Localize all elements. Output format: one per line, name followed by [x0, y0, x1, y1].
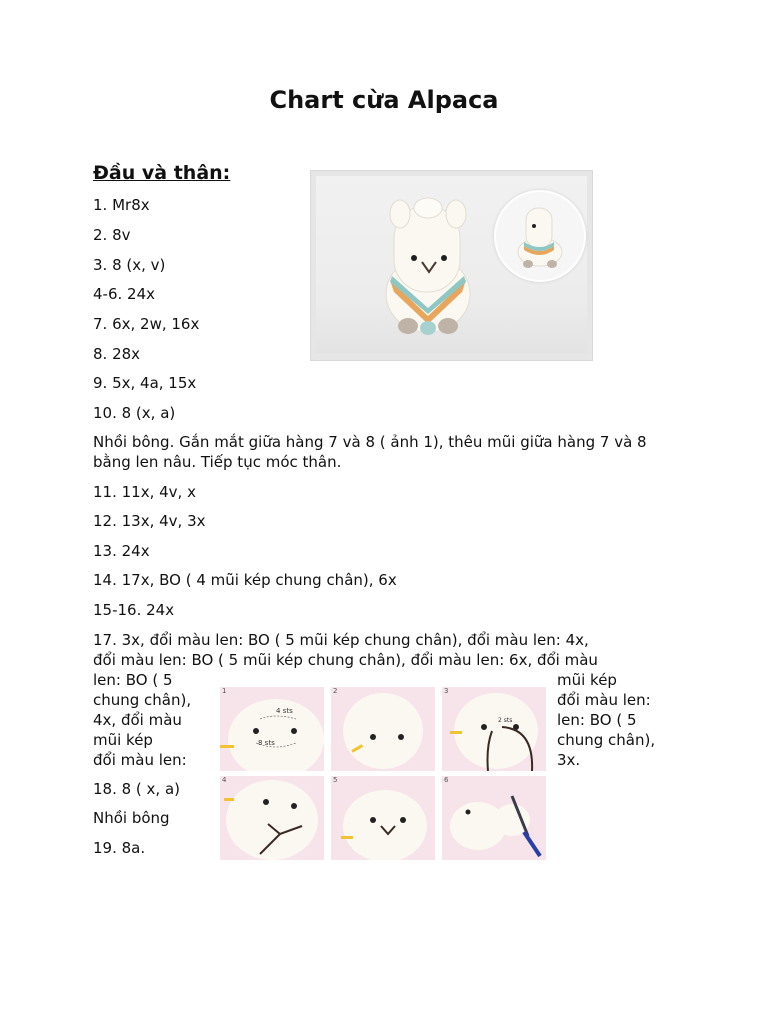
- step-photo-number: 1: [222, 687, 227, 695]
- step-17-right-2: đổi màu len:: [557, 691, 651, 709]
- step-photo-1: [220, 687, 324, 771]
- step-17-right-1: mũi kép: [557, 671, 617, 689]
- step-18: 18. 8 ( x, a): [93, 780, 181, 798]
- step-17-left-4: mũi kép: [93, 731, 153, 749]
- alpaca-side-view: [496, 192, 584, 280]
- step-17-left-1: len: BO ( 5: [93, 671, 173, 689]
- step-13: 13. 24x: [93, 542, 150, 560]
- alpaca-photo: [310, 170, 593, 361]
- step-2: 2. 8v: [93, 226, 131, 244]
- section-heading-head-body: Đầu và thân:: [93, 162, 231, 184]
- step-photo-2: [331, 687, 435, 771]
- step-8: 8. 28x: [93, 345, 141, 363]
- alpaca-inset-photo: [494, 190, 586, 282]
- step-14: 14. 17x, BO ( 4 mũi kép chung chân), 6x: [93, 571, 397, 589]
- step-17-line-1: 17. 3x, đổi màu len: BO ( 5 mũi kép chung chân), đổi màu len: 4x,: [93, 631, 589, 649]
- step-17-left-2: chung chân),: [93, 691, 192, 709]
- step-photo-6: [442, 776, 546, 860]
- note-stuffing-eyes: Nhồi bông. Gắn mắt giữa hàng 7 và 8 ( ảnh 1), thêu mũi giữa hàng 7 và 8 bằng len nâu. Tiếp tục móc thân.: [93, 433, 647, 471]
- stitch-label-2: 2 sts: [498, 717, 513, 724]
- step-photo-number: 4: [222, 776, 227, 784]
- step-17-right-3: len: BO ( 5: [557, 711, 637, 729]
- step-12: 12. 13x, 4v, 3x: [93, 512, 206, 530]
- step-photo-number: 3: [444, 687, 449, 695]
- stitch-label-4: 4 sts: [276, 707, 293, 715]
- step-photo-number: 5: [333, 776, 338, 784]
- step-1: 1. Mr8x: [93, 196, 150, 214]
- step-4-6: 4-6. 24x: [93, 285, 155, 303]
- step-17-line-2: đổi màu len: BO ( 5 mũi kép chung chân), đổi màu len: 6x, đổi màu: [93, 651, 598, 669]
- step-15-16: 15-16. 24x: [93, 601, 175, 619]
- step-7: 7. 6x, 2w, 16x: [93, 315, 200, 333]
- step-10: 10. 8 (x, a): [93, 404, 176, 422]
- alpaca-photo-background: [316, 176, 587, 353]
- page-title: Chart cừa Alpaca: [269, 86, 499, 114]
- step-17-left-5: đổi màu len:: [93, 751, 187, 769]
- step-photo-4: [220, 776, 324, 860]
- step-17-right-5: 3x.: [557, 751, 581, 769]
- step-photo-number: 2: [333, 687, 338, 695]
- note-stuffing: Nhồi bông: [93, 809, 170, 827]
- step-photo-3: [442, 687, 546, 771]
- step-17-left-3: 4x, đổi màu: [93, 711, 182, 729]
- step-19: 19. 8a.: [93, 839, 146, 857]
- step-11: 11. 11x, 4v, x: [93, 483, 196, 501]
- step-17-right-4: chung chân),: [557, 731, 656, 749]
- step-photo-grid: [220, 687, 546, 860]
- step-photo-number: 6: [444, 776, 449, 784]
- step-photo-5: [331, 776, 435, 860]
- step-3: 3. 8 (x, v): [93, 256, 166, 274]
- step-9: 9. 5x, 4a, 15x: [93, 374, 197, 392]
- stitch-label-8: 8 sts: [258, 739, 275, 747]
